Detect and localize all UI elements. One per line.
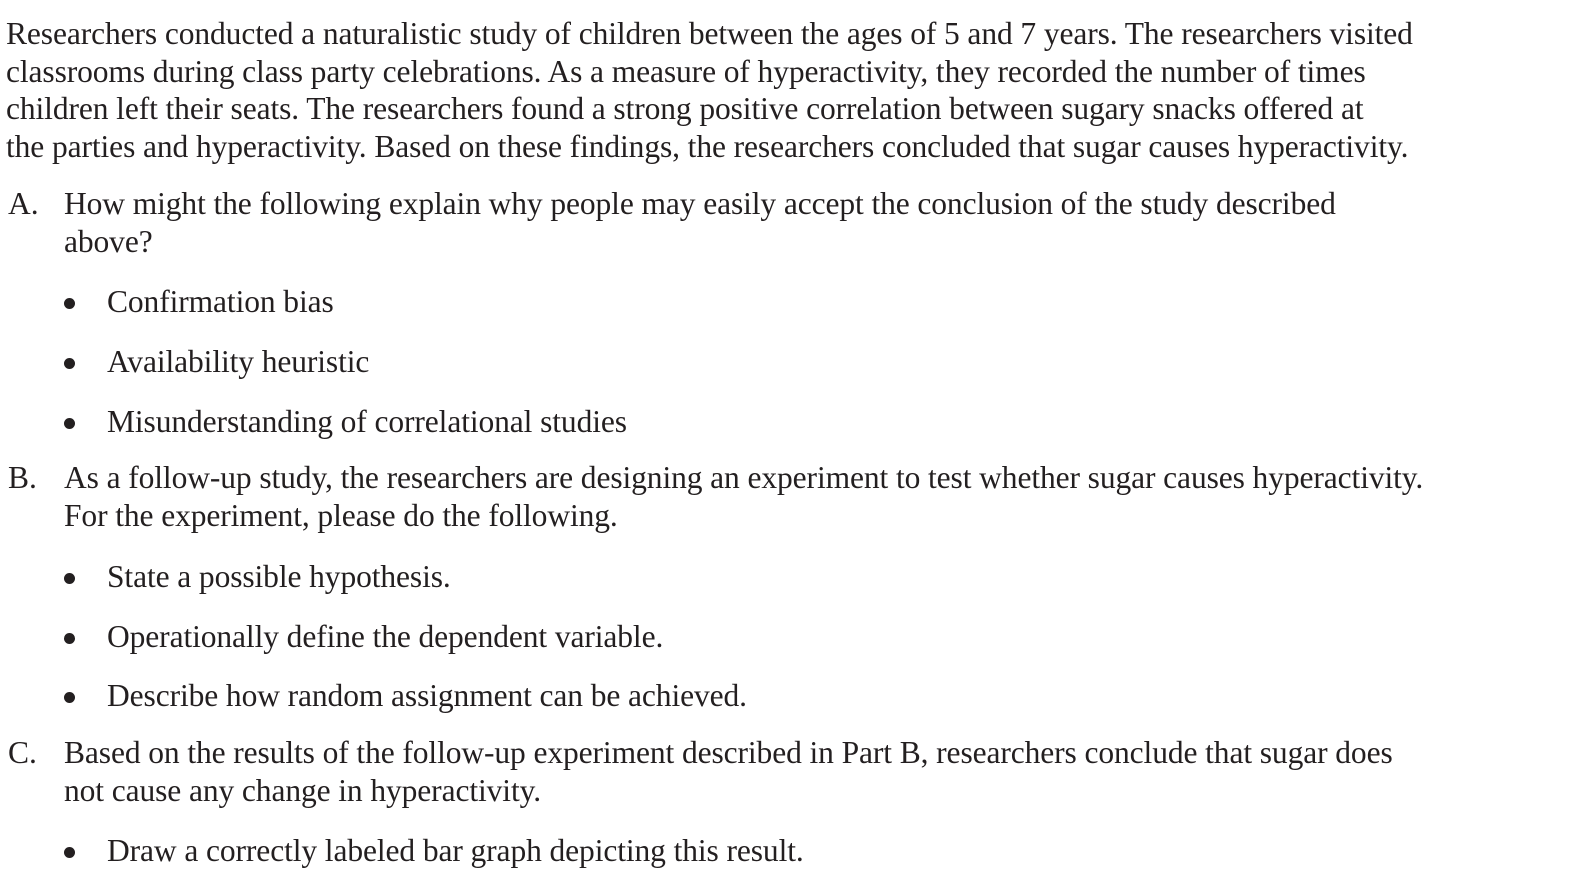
question-marker: A. xyxy=(8,186,39,221)
question-marker: C. xyxy=(8,735,37,770)
bullet-icon xyxy=(64,298,75,309)
bullet-text: Confirmation bias xyxy=(107,284,334,319)
intro-line: Researchers conducted a naturalistic study of children between the ages of 5 and 7 years. The researchers visited xyxy=(6,16,1413,51)
bullet-icon xyxy=(64,573,75,584)
bullet-text: Draw a correctly labeled bar graph depicting this result. xyxy=(107,833,804,868)
question-marker: B. xyxy=(8,460,37,495)
bullet-icon xyxy=(64,358,75,369)
question-text-line: above? xyxy=(64,224,153,259)
bullet-icon xyxy=(64,847,75,858)
bullet-text: State a possible hypothesis. xyxy=(107,559,451,594)
intro-line: classrooms during class party celebrations. As a measure of hyperactivity, they recorded the number of times xyxy=(6,54,1366,89)
question-text-line: For the experiment, please do the following. xyxy=(64,498,618,533)
question-text-line: How might the following explain why people may easily accept the conclusion of the study described xyxy=(64,186,1336,221)
bullet-text: Describe how random assignment can be achieved. xyxy=(107,678,747,713)
bullet-icon xyxy=(64,418,75,429)
question-text-line: not cause any change in hyperactivity. xyxy=(64,773,541,808)
question-text-line: As a follow-up study, the researchers are designing an experiment to test whether sugar causes hyperactivity. xyxy=(64,460,1424,495)
bullet-text: Misunderstanding of correlational studies xyxy=(107,404,627,439)
intro-line: the parties and hyperactivity. Based on these findings, the researchers concluded that sugar causes hyperactivity. xyxy=(6,129,1409,164)
intro-line: children left their seats. The researchers found a strong positive correlation between sugary snacks offered at xyxy=(6,91,1364,126)
bullet-text: Operationally define the dependent variable. xyxy=(107,619,664,654)
bullet-text: Availability heuristic xyxy=(107,344,370,379)
bullet-icon xyxy=(64,633,75,644)
question-text-line: Based on the results of the follow-up experiment described in Part B, researchers conclude that sugar does xyxy=(64,735,1393,770)
bullet-icon xyxy=(64,692,75,703)
